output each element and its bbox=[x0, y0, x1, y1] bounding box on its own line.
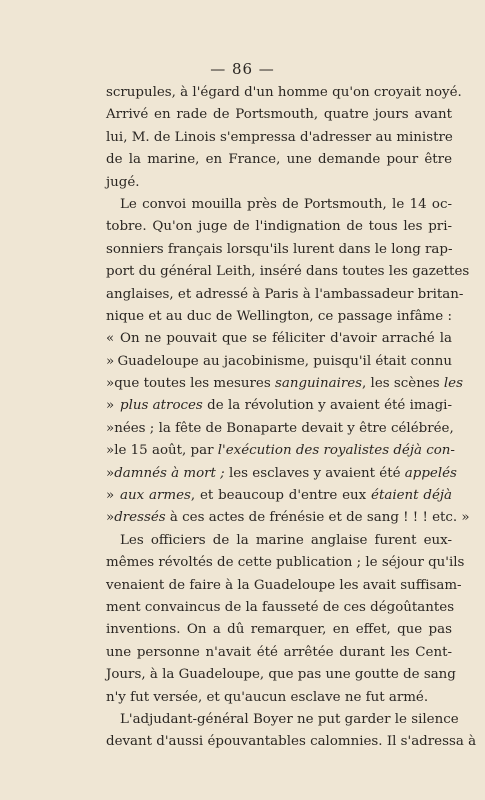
quote-text: aux armes, et beaucoup d'entre eux étaient déjà bbox=[120, 488, 453, 504]
text-line: ment convaincus de la fausseté de ces dégoûtantes bbox=[106, 599, 455, 615]
page-number: — 86 — bbox=[210, 60, 275, 78]
quote-text: que toutes les mesures sanguinaires, les scènes les bbox=[114, 376, 463, 392]
quote-mark: » bbox=[106, 376, 115, 392]
text-line: de la marine, en France, une demande pour être bbox=[106, 152, 452, 168]
quote-line bbox=[106, 507, 470, 529]
paragraph-start-line: Les officiers de la marine anglaise furent eux- bbox=[120, 532, 452, 548]
text-line: lui, M. de Linois s'empressa d'adresser au ministre bbox=[106, 129, 453, 145]
text-line: n'y fut versée, et qu'aucun esclave ne fut armé. bbox=[106, 689, 429, 705]
quote-mark: » bbox=[106, 353, 115, 369]
text-line: Arrivé en rade de Portsmouth, quatre jours avant bbox=[106, 107, 452, 123]
text-line: anglaises, et adressé à Paris à l'ambassadeur britan- bbox=[106, 286, 464, 302]
quote-line bbox=[106, 395, 452, 417]
quote-text: damnés à mort ; les esclaves y avaient été appelés bbox=[114, 465, 457, 481]
quote-text: Guadeloupe au jacobinisme, puisqu'il était connu bbox=[117, 353, 452, 369]
quote-text: plus atroces de la révolution y avaient été imagi- bbox=[120, 398, 452, 414]
quote-line bbox=[106, 440, 455, 462]
text-line: devant d'aussi épouvantables calomnies. Il s'adressa à bbox=[106, 734, 477, 750]
italic-text: appelés bbox=[404, 465, 457, 481]
quote-line bbox=[106, 351, 452, 373]
text-line: sonniers français lorsqu'ils lurent dans le long rap- bbox=[106, 241, 453, 257]
italic-text: aux armes bbox=[120, 488, 191, 504]
quote-line bbox=[106, 418, 452, 440]
text-line: jugé. bbox=[106, 174, 140, 190]
quote-line bbox=[106, 373, 463, 395]
quote-text: On ne pouvait que se féliciter d'avoir arraché la bbox=[120, 331, 452, 347]
body-text bbox=[106, 82, 477, 754]
paragraph-start-line: Le convoi mouilla près de Portsmouth, le 14 oc- bbox=[120, 196, 452, 212]
text-line: nique et au duc de Wellington, ce passage infâme : bbox=[106, 308, 452, 324]
text-line: venaient de faire à la Guadeloupe les avait suffisam- bbox=[106, 577, 462, 593]
italic-text: les bbox=[443, 376, 463, 392]
italic-text: étaient déjà bbox=[371, 488, 453, 504]
text-line: port du général Leith, inséré dans toutes les gazettes bbox=[106, 264, 470, 280]
quote-mark: » bbox=[106, 420, 115, 436]
text-line: une personne n'avait été arrêtée durant les Cent- bbox=[106, 644, 452, 660]
italic-text: plus atroces bbox=[120, 398, 203, 414]
quote-mark: « bbox=[106, 331, 115, 347]
quote-line bbox=[106, 463, 457, 485]
quote-line bbox=[106, 328, 452, 350]
italic-text: dressés bbox=[114, 510, 166, 526]
quote-text: dressés à ces actes de frénésie et de sang ! ! ! etc. » bbox=[114, 510, 470, 526]
text-line: Jours, à la Guadeloupe, que pas une goutte de sang bbox=[106, 667, 456, 683]
text-line: inventions. On a dû remarquer, en effet, que pas bbox=[106, 622, 452, 638]
quote-mark: » bbox=[106, 510, 115, 526]
quote-mark: » bbox=[106, 443, 115, 459]
italic-text: sanguinaires bbox=[275, 376, 363, 392]
italic-text: l'exécution des royalistes déjà con- bbox=[217, 443, 455, 459]
quote-text: nées ; la fête de Bonaparte devait y être célébrée, bbox=[114, 420, 454, 436]
text-line: tobre. Qu'on juge de l'indignation de tous les pri- bbox=[106, 219, 452, 235]
paragraph-start-line: L'adjudant-général Boyer ne put garder le silence bbox=[120, 711, 459, 727]
italic-text: damnés à mort ; bbox=[114, 465, 225, 481]
quote-line bbox=[106, 485, 452, 507]
text-line: mêmes révoltés de cette publication ; le séjour qu'ils bbox=[106, 555, 465, 571]
quote-mark: » bbox=[106, 465, 115, 481]
text-line: scrupules, à l'égard d'un homme qu'on croyait noyé. bbox=[106, 85, 462, 100]
quote-text: le 15 août, par l'exécution des royalistes déjà con- bbox=[114, 443, 455, 459]
quote-mark: » bbox=[106, 488, 115, 504]
quote-mark: » bbox=[106, 398, 115, 414]
